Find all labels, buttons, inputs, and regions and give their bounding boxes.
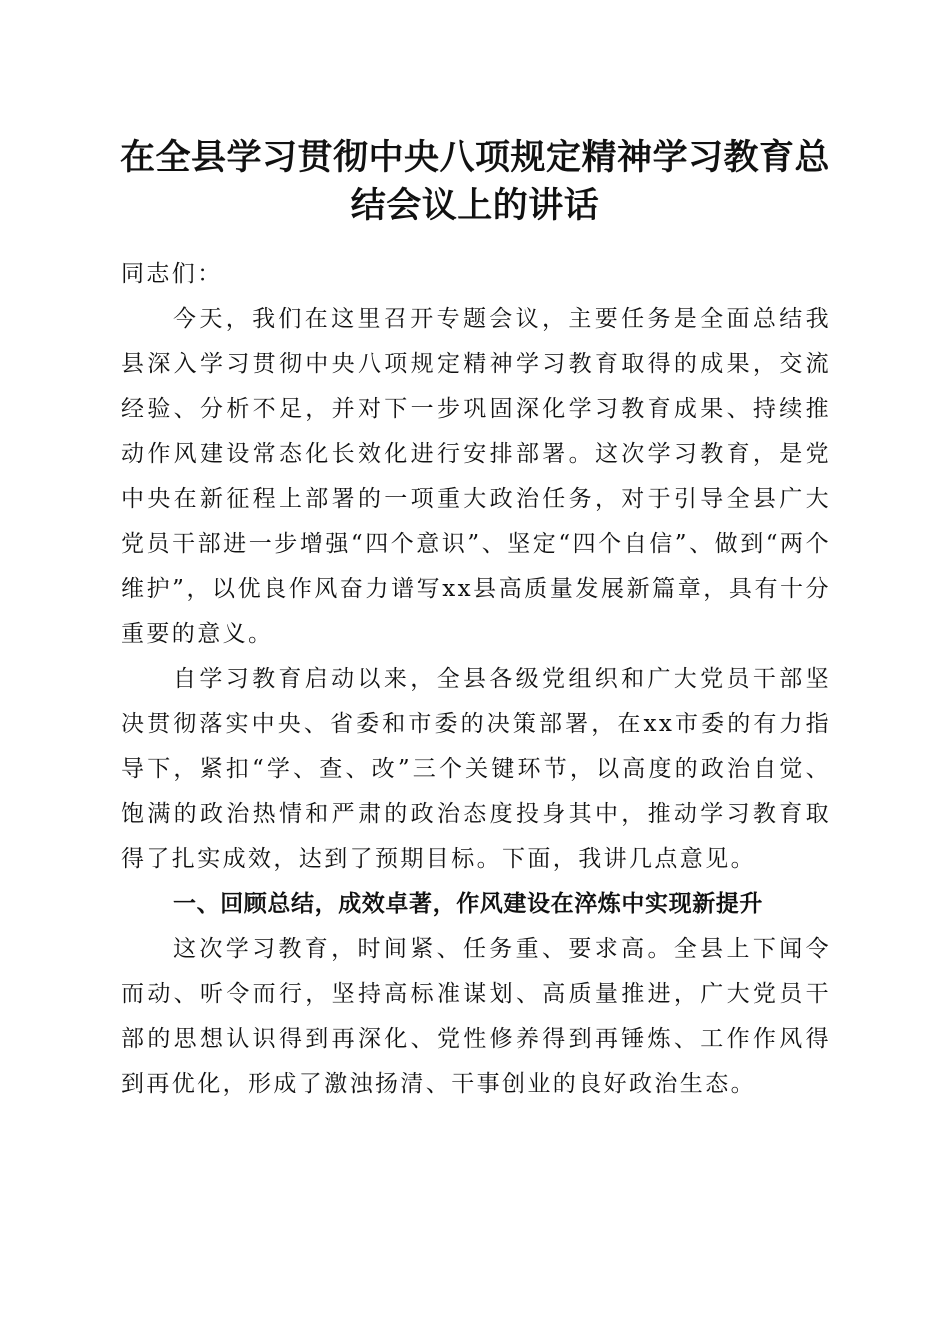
salutation: 同志们：: [121, 261, 223, 287]
paragraph-intro: 今天，我们在这里召开专题会议，主要任务是全面总结我县深入学习贯彻中央八项规定精神学习教育取得的成果，交流经验、分析不足，并对下一步巩固深化学习教育成果、持续推动作风建设常态化长效化进行安排部署。这次学习教育，是党中央在新征程上部署的一项重大政治任务，对于引导全县广大党员干部进一步增强“四个意识”、坚定“四个自信”、做到“两个维护”，以优良作风奋力谱写xx县高质量发展新篇章，具有十分重要的意义。: [121, 306, 831, 647]
document-body: [121, 252, 831, 1107]
section-heading: 一、回顾总结，成效卓著，作风建设在淬炼中实现新提升: [173, 891, 763, 917]
document-title: 在全县学习贯彻中央八项规定精神学习教育总结会议上的讲话: [120, 137, 831, 226]
section-paragraph: 这次学习教育，时间紧、任务重、要求高。全县上下闻令而动、听令而行，坚持高标准谋划、高质量推进，广大党员干部的思想认识得到再深化、党性修养得到再锤炼、工作作风得到再优化，形成了激浊扬清、干事创业的良好政治生态。: [121, 936, 831, 1097]
paragraph-progress: 自学习教育启动以来，全县各级党组织和广大党员干部坚决贯彻落实中央、省委和市委的决策部署，在xx市委的有力指导下，紧扣“学、查、改”三个关键环节，以高度的政治自觉、饱满的政治热情和严肃的政治态度投身其中，推动学习教育取得了扎实成效，达到了预期目标。下面，我讲几点意见。: [121, 666, 831, 872]
